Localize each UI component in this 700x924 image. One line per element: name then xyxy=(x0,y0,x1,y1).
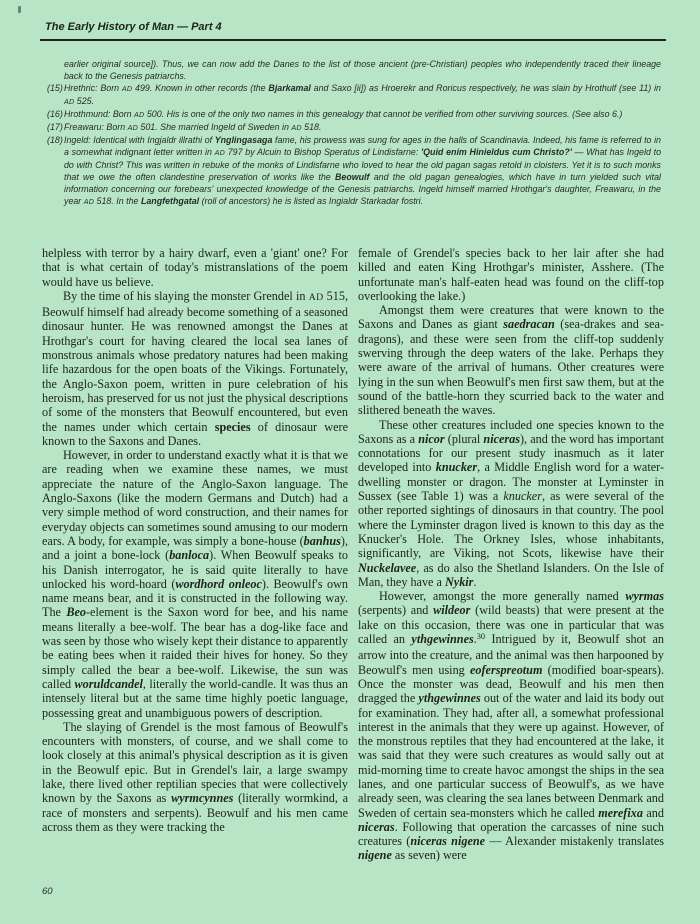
text-segment: However, in order to understand exactly what it is that we are reading when we examine these names, we must appreciate the nature of the Anglo-Saxon language. The Anglo-Saxons (like the modern Germans and Dutch) had a very simple method of word construction, and their names for everyday objects can sometimes sound amusing to our modern ears. A body, for example, was simply a bone-house ( xyxy=(42,448,348,548)
paragraph xyxy=(42,289,348,448)
text-segment: fame, his prowess was sung for ages in the halls of Scandinavia. Indeed, his fame is referred to in a somewhat indignant letter written in xyxy=(64,135,661,157)
text-segment: niceras xyxy=(358,819,395,834)
text-segment: The slaying of Grendel is the most famous of Beowulf's encounters with monsters, of course, and we shall come to look closely at this animal's physical description as it is given in the Beowulf epic. But in Grendel's lair, a large swampy lake, there lived other reptilian species that were collectively known by the Saxons as xyxy=(42,719,348,806)
text-segment: (literally wormkind, a race of monsters and serpents). Beowulf and his men came across them as they were tracking the xyxy=(42,791,348,834)
text-segment: of dinosaur were known to the Saxons and Danes. xyxy=(42,419,348,448)
text-segment: , a Middle English word for a water-dwelling monster or dragon. The monster at Lyminster in Sussex (see Table 1) was a xyxy=(358,460,665,504)
text-segment: Freawaru: Born xyxy=(64,122,128,132)
text-segment: Nykir xyxy=(444,574,474,589)
text-segment: (modified boar-spears). Once the monster was dead, Beowulf and his men then dragged the xyxy=(358,662,665,706)
footnote-item xyxy=(47,82,661,108)
text-segment: nicor xyxy=(418,431,445,446)
text-segment: and Saxo [ii]) as Hroerekr and Roricus respectively, he was slain by Hrothulf (see 11) in xyxy=(310,83,661,93)
paragraph xyxy=(42,448,348,720)
text-segment: merefixa xyxy=(598,805,643,820)
text-segment: (roll of ancestors) he is listed as Ingialdr Starkadar fostri. xyxy=(199,196,424,206)
text-segment: banhus xyxy=(303,533,341,548)
text-segment: ), and a joint a bone-lock ( xyxy=(42,533,348,563)
text-segment: ). When Beowulf speaks to his Danish interrogator, he is said quite literally to have unlocked his word-hoard ( xyxy=(42,548,348,591)
text-segment: AD xyxy=(214,149,225,157)
footnote-item xyxy=(47,134,662,208)
paragraph xyxy=(358,418,664,590)
text-segment: helpless with terror by a hairy dwarf, even a 'giant' one? For that is what certain of today's mistranslations of the poem would have us believe. xyxy=(42,246,348,289)
footnote-number: (17) xyxy=(47,122,63,132)
text-segment: . Following that operation the carcasses of nine such creatures ( xyxy=(358,819,664,849)
text-segment: woruldcandel xyxy=(74,676,143,691)
text-segment: out of the water and laid its body out for examination. They had, after all, a somewhat professional interest in the animals that they were up against. However, of the monstrous reptiles that they had encountered at the lake, it was said that they were such creatures as would sally out at mid-morning time to create havoc amongst the ships in the sea lanes, and one particular success of Beowulf's, as we have already seen, was clearing the sea lanes between Denmark and Sweden of certain sea-monsters which he called xyxy=(358,691,664,820)
text-segment: ), and the word has important connotations for our present study inasmuch as it later developed into xyxy=(358,431,664,475)
text-segment: Nuckelavee xyxy=(358,560,417,575)
text-segment: earlier original source]). Thus, we can now add the Danes to the list of those ancient (pre-Christian) peoples who independently traced their lineage back to the Genesis patriarchs. xyxy=(64,59,661,81)
footnote-number: (18) xyxy=(47,135,63,145)
text-segment: Bjarkamal xyxy=(268,83,311,93)
text-segment: , as do also the Shetland Islanders. On the Isle of Man, they have a xyxy=(358,560,664,589)
paragraph xyxy=(358,303,664,417)
text-segment: female of Grendel's species back to her lair after she had killed and eaten King Hrothgar's minister, Asshere. (The unfortunate man's half-eaten head was found on the cliff-top overlooking the lake.) xyxy=(358,246,664,303)
text-segment: eoferspreotum xyxy=(470,662,543,677)
text-segment: Hrethric: Born xyxy=(64,83,122,93)
text-segment: wyrmcynnes xyxy=(171,791,234,806)
text-segment: 30 xyxy=(476,632,486,642)
text-segment: , as were several of the other reported sightings of dinosaurs in that country. The pool where the Lyminster dragon lived is known to this day as the Knucker's Hole. The Orkney Isles, whose inhabitants, significantly, are Viking, not Scots, likewise have their xyxy=(358,489,664,561)
text-segment: (wild beasts) that were present at the lake on this occasion, there was one in particular that was called an xyxy=(358,603,664,647)
text-segment: AD xyxy=(121,85,133,93)
footnote-item xyxy=(64,58,661,82)
text-segment: AD xyxy=(134,111,145,119)
paragraph xyxy=(358,589,664,863)
text-segment: Ynglingasaga xyxy=(214,135,273,145)
footnote-item xyxy=(47,108,661,121)
text-segment: banloca xyxy=(169,548,210,563)
text-segment: . xyxy=(473,632,477,647)
text-segment: 500. His is one of the only two names in this genealogy that cannot be verified from other surviving sources. (See also 6.) xyxy=(144,109,623,119)
print-speck xyxy=(18,6,21,13)
text-segment: nigene xyxy=(358,848,392,863)
text-segment: (serpents) and xyxy=(358,603,434,618)
text-segment: AD xyxy=(127,124,138,132)
text-segment: (sea-drakes and sea-dragons), and these were seen from the cliff-top suddenly swerving through the deep waters of the lake. Perhaps they were aware of the arrival of humans. Other creatures were lying in the sun when Beowulf's men first saw them, but at the sound of the battle-horn they scurried back to the water and slithered beneath the waves. xyxy=(358,317,664,418)
footnote-number: (16) xyxy=(47,109,63,119)
text-segment: saedracan xyxy=(503,317,555,332)
right-column xyxy=(358,246,664,863)
text-segment: wildeor xyxy=(433,603,471,618)
text-segment: By the time of his slaying the monster Grendel in xyxy=(63,288,309,303)
paragraph xyxy=(42,720,348,834)
text-segment: 501. She married Ingeld of Sweden in xyxy=(137,122,292,132)
text-segment: Ingeld: Identical with Ingjaldr illrathi of xyxy=(64,135,215,145)
text-segment: niceras nigene xyxy=(410,834,486,849)
text-segment: — What has Ingeld to do with Christ? This was written in rebuke of the monks of Lindisfarne who loved to hear the old pagan sagas retold in cloisters. Yet it is to such monks that we owe the often clandestine preservation of works like the xyxy=(64,147,662,182)
text-segment: 'Quid enim Hinieldus cum Christo?' xyxy=(421,147,572,157)
text-segment: (plural xyxy=(444,431,484,446)
text-segment: 515, Beowulf himself had already become something of a seasoned dinosaur hunter. He was renowned amongst the Danes at Hrothgar's court for having cleared the local sea lanes of monstrous animals whose predatory natures had been making life hazardous for the open boats of the Vikings. Fortunately, the Anglo-Saxon poem, written in pure celebration of his heroism, has preserved for us not just the physical descriptions of some of the monsters that Beowulf encountered, but even the names under which certain xyxy=(42,288,348,434)
footnote-item xyxy=(47,121,661,134)
text-segment: However, amongst the more generally named xyxy=(379,589,626,604)
header-rule xyxy=(40,39,666,41)
text-segment: niceras xyxy=(483,431,520,446)
text-segment: -element is the Saxon word for bee, and his name means literally a bee-wolf. The bear has a dog-like face and was seen by those who wisely kept their distance to apparently be eating bees when it raided their hives for honey. So they simply called the bear a bee-wolf. Likewise, the sun was called xyxy=(42,605,348,691)
text-segment: wyrmas xyxy=(625,589,664,604)
text-segment: , literally the world-candle. It was thus an intensely literal but at the same time highly poetic language, possessing great and unambiguous powers of description. xyxy=(42,676,348,720)
text-segment: 797 by Alcuin to Bishop Speratus of Lindisfarne: xyxy=(224,147,422,157)
text-segment: 499. Known in other records (the xyxy=(132,83,269,93)
text-segment: and xyxy=(642,805,664,820)
text-segment: ythgewinnes xyxy=(411,632,474,647)
text-segment: Langfethgatal xyxy=(140,196,200,206)
text-segment: Intrigued by it, Beowulf shot an arrow into the creature, and the animal was then harpooned by Beowulf's men using xyxy=(358,632,664,677)
text-segment: knucker xyxy=(435,460,478,475)
text-segment: wordhord onleoc xyxy=(175,576,262,591)
text-segment: AD xyxy=(64,98,75,106)
page-number: 60 xyxy=(42,886,53,897)
text-segment: species xyxy=(214,419,251,434)
footnotes-section xyxy=(47,58,662,208)
paragraph xyxy=(42,246,348,289)
text-segment: Beowulf xyxy=(334,172,370,182)
text-segment: 518. xyxy=(301,122,322,132)
page-header-title: The Early History of Man — Part 4 xyxy=(45,21,222,33)
text-segment: Amongst them were creatures that were known to the Saxons and Danes as giant xyxy=(358,303,664,332)
text-segment: AD xyxy=(83,198,95,206)
text-segment: Hrothmund: Born xyxy=(64,109,135,119)
text-segment: — Alexander mistakenly translates xyxy=(485,834,664,849)
text-segment: and the old pagan genealogies, which have in turn yielded such vital information concerning our forebears' unexpected knowledge of the Genesis patriarchs. Ingeld himself married Hrothgar's daughter, Freawaru, in the year xyxy=(64,172,661,206)
text-segment: ythgewinnes xyxy=(418,691,481,706)
text-segment: 525. xyxy=(74,96,95,106)
text-segment: knucker xyxy=(503,489,542,504)
paragraph xyxy=(358,246,664,303)
text-segment: AD xyxy=(291,124,302,132)
text-segment: as seven) were xyxy=(391,848,467,863)
footnote-number: (15) xyxy=(47,83,63,93)
text-segment: . xyxy=(473,574,477,589)
left-column xyxy=(42,246,348,834)
text-segment: Beo xyxy=(66,605,86,620)
text-segment: These other creatures included one species known to the Saxons as a xyxy=(358,417,664,446)
text-segment: 518. In the xyxy=(94,196,141,206)
text-segment: AD xyxy=(308,291,324,303)
text-segment: ). Beowulf's own name means bear, and it is constructed in the following way. The xyxy=(42,576,348,620)
